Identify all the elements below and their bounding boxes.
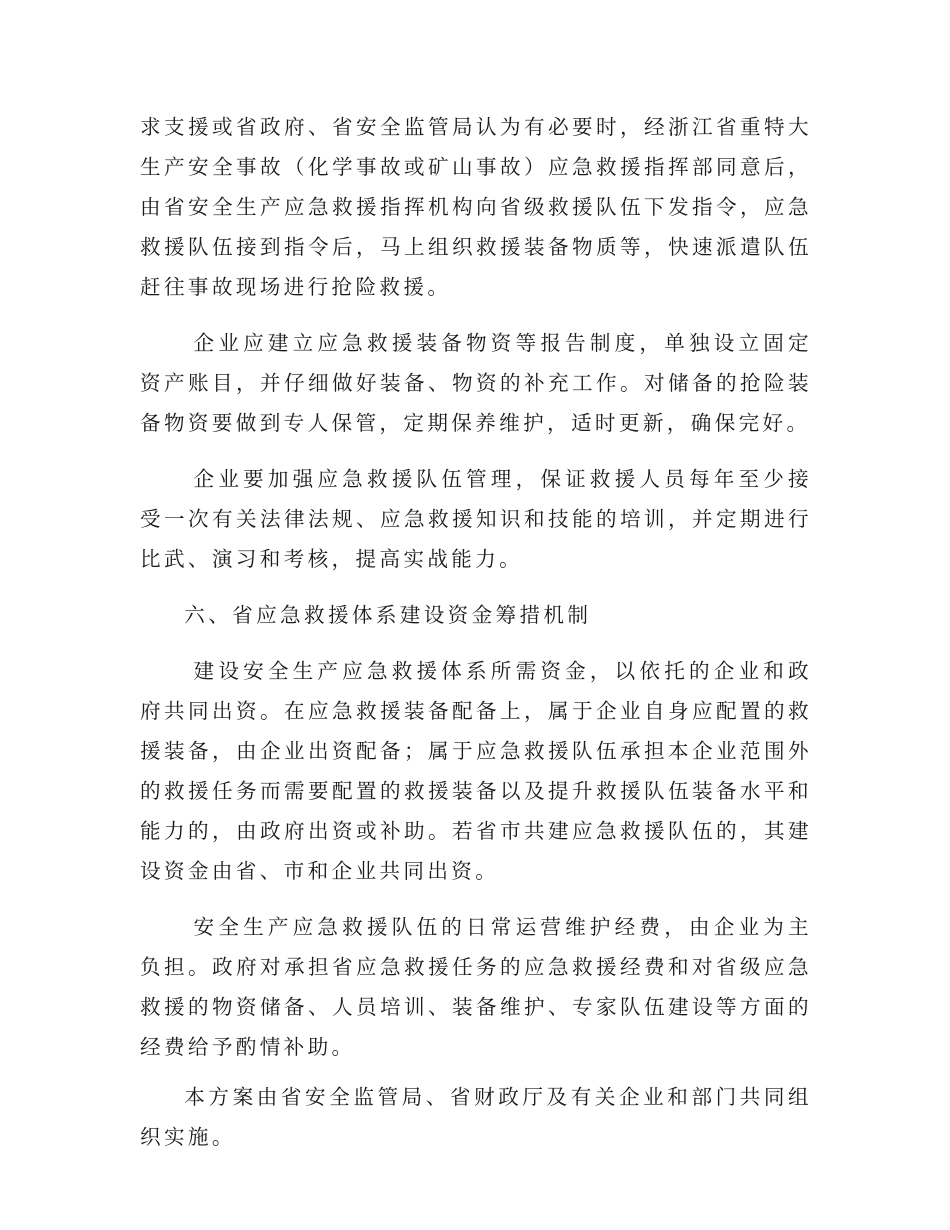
document-page (140, 107, 812, 1157)
paragraph-continued-rescue-procedure: 求支援或省政府、省安全监管局认为有必要时，经浙江省重特大生产安全事故（化学事故或矿山事故）应急救援指挥部同意后，由省安全生产应急救援指挥机构向省级救援队伍下发指令，应急救援队伍接到指令后，马上组织救援装备物质等，快速派遣队伍赶往事故现场进行抢险救援。 (140, 115, 812, 299)
section-heading-funding: 六、省应急救援体系建设资金筹措机制 (184, 603, 592, 627)
paragraph-construction-funding: 建设安全生产应急救援体系所需资金，以依托的企业和政府共同出资。在应急救援装备配备上，属于企业自身应配置的救援装备，由企业出资配备；属于应急救援队伍承担本企业范围外的救援任务而需要配置的救援装备以及提升救援队伍装备水平和能力的，由政府出资或补助。若省市共建应急救援队伍的，其建设资金由省、市和企业共同出资。 (140, 659, 812, 883)
paragraph-operation-funding: 安全生产应急救援队伍的日常运营维护经费，由企业为主负担。政府对承担省应急救援任务的应急救援经费和对省级应急救援的物资储备、人员培训、装备维护、专家队伍建设等方面的经费给予酌情补助。 (140, 915, 812, 1059)
paragraph-implementation: 本方案由省安全监管局、省财政厅及有关企业和部门共同组织实施。 (140, 1085, 812, 1149)
paragraph-equipment-reporting: 企业应建立应急救援装备物资等报告制度，单独设立固定资产账目，并仔细做好装备、物资的补充工作。对储备的抢险装备物资要做到专人保管，定期保养维护，适时更新，确保完好。 (140, 331, 812, 435)
paragraph-team-management: 企业要加强应急救援队伍管理，保证救援人员每年至少接受一次有关法律法规、应急救援知识和技能的培训，并定期进行比武、演习和考核，提高实战能力。 (140, 467, 812, 571)
